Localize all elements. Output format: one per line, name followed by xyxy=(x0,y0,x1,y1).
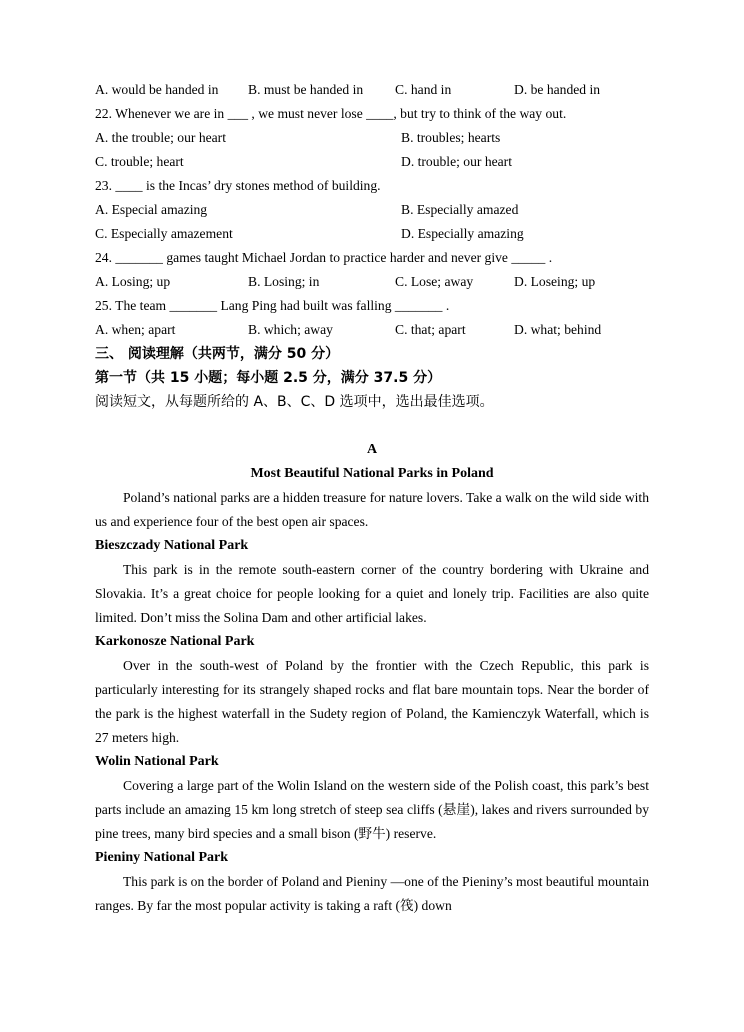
q23-option-c: C. Especially amazement xyxy=(95,226,233,241)
q25-option-a: A. when; apart xyxy=(95,322,176,337)
section-part1: 第一节（共 15 小题；每小题 2.5 分，满分 37.5 分） xyxy=(95,370,442,386)
q24-options xyxy=(95,270,649,294)
q21-option-a: A. would be handed in xyxy=(95,82,219,97)
park-heading-pieniny: Pieniny National Park xyxy=(95,850,229,865)
section-title: 三、 阅读理解（共两节，满分 50 分） xyxy=(95,346,340,362)
passage-intro: Poland’s national parks are a hidden treasure for nature lovers. Take a walk on the wild side with us and experience four of the best open air spaces. xyxy=(95,490,649,529)
q25-option-c: C. that; apart xyxy=(395,322,466,337)
passage-letter: A xyxy=(366,442,378,457)
q23-option-a: A. Especial amazing xyxy=(95,202,208,217)
q22-option-a: A. the trouble; our heart xyxy=(95,130,226,145)
q22-options-row1 xyxy=(95,126,649,150)
q25-option-d: D. what; behind xyxy=(514,322,602,337)
q22-stem: 22. Whenever we are in ___ , we must never lose ____, but try to think of the way out. xyxy=(95,106,567,121)
q21-option-c: C. hand in xyxy=(395,82,452,97)
q23-option-b: B. Especially amazed xyxy=(401,202,519,217)
passage-title: Most Beautiful National Parks in Poland xyxy=(250,466,494,481)
q25-stem: 25. The team _______ Lang Ping had built was falling _______ . xyxy=(95,298,450,313)
q24-option-c: C. Lose; away xyxy=(395,274,474,289)
q24-option-d: D. Loseing; up xyxy=(514,274,596,289)
section-instruction: 阅读短文，从每题所给的 A、B、C、D 选项中，选出最佳选项。 xyxy=(95,394,494,410)
q24-stem: 24. _______ games taught Michael Jordan to practice harder and never give _____ . xyxy=(95,250,553,265)
park-heading-karkonosze: Karkonosze National Park xyxy=(95,634,255,649)
q23-options-row2 xyxy=(95,222,649,246)
q21-option-d: D. be handed in xyxy=(514,82,601,97)
q23-stem: 23. ____ is the Incas’ dry stones method of building. xyxy=(95,178,381,193)
q25-options xyxy=(95,318,649,342)
q22-options-row2 xyxy=(95,150,649,174)
park-heading-wolin: Wolin National Park xyxy=(95,754,219,769)
q21-options xyxy=(95,78,649,102)
spacer xyxy=(95,414,649,438)
park-text-karkonosze: Over in the south-west of Poland by the frontier with the Czech Republic, this park is particularly interesting for its strangely shaped rocks and flat bare mountain tops. Near the border of the park is the highest waterfall in the Sudety region of Poland, the Kamienczyk Waterfall, which is 27 meters high. xyxy=(95,658,649,745)
park-text-wolin: Covering a large part of the Wolin Island on the western side of the Polish coast, this park’s best parts include an amazing 15 km long stretch of steep sea cliffs (悬崖), lakes and rivers surrounded by pine trees, many bird species and a small bison (野牛) reserve. xyxy=(95,778,649,841)
q22-option-c: C. trouble; heart xyxy=(95,154,184,169)
q25-option-b: B. which; away xyxy=(248,322,333,337)
q23-options-row1 xyxy=(95,198,649,222)
q21-option-b: B. must be handed in xyxy=(248,82,364,97)
park-heading-bieszczady: Bieszczady National Park xyxy=(95,538,249,553)
q22-option-d: D. trouble; our heart xyxy=(401,154,512,169)
exam-page xyxy=(95,78,649,918)
q23-option-d: D. Especially amazing xyxy=(401,226,524,241)
park-text-bieszczady: This park is in the remote south-eastern corner of the country bordering with Ukraine and Slovakia. It’s a great choice for people looking for a quiet and lonely trip. Facilities are also quite limited. Don’t miss the Solina Dam and other artificial lakes. xyxy=(95,562,649,625)
q24-option-b: B. Losing; in xyxy=(248,274,320,289)
q22-option-b: B. troubles; hearts xyxy=(401,130,501,145)
park-text-pieniny: This park is on the border of Poland and Pieniny —one of the Pieniny’s most beautiful mountain ranges. By far the most popular activity is taking a raft (筏) down xyxy=(95,874,649,913)
q24-option-a: A. Losing; up xyxy=(95,274,171,289)
